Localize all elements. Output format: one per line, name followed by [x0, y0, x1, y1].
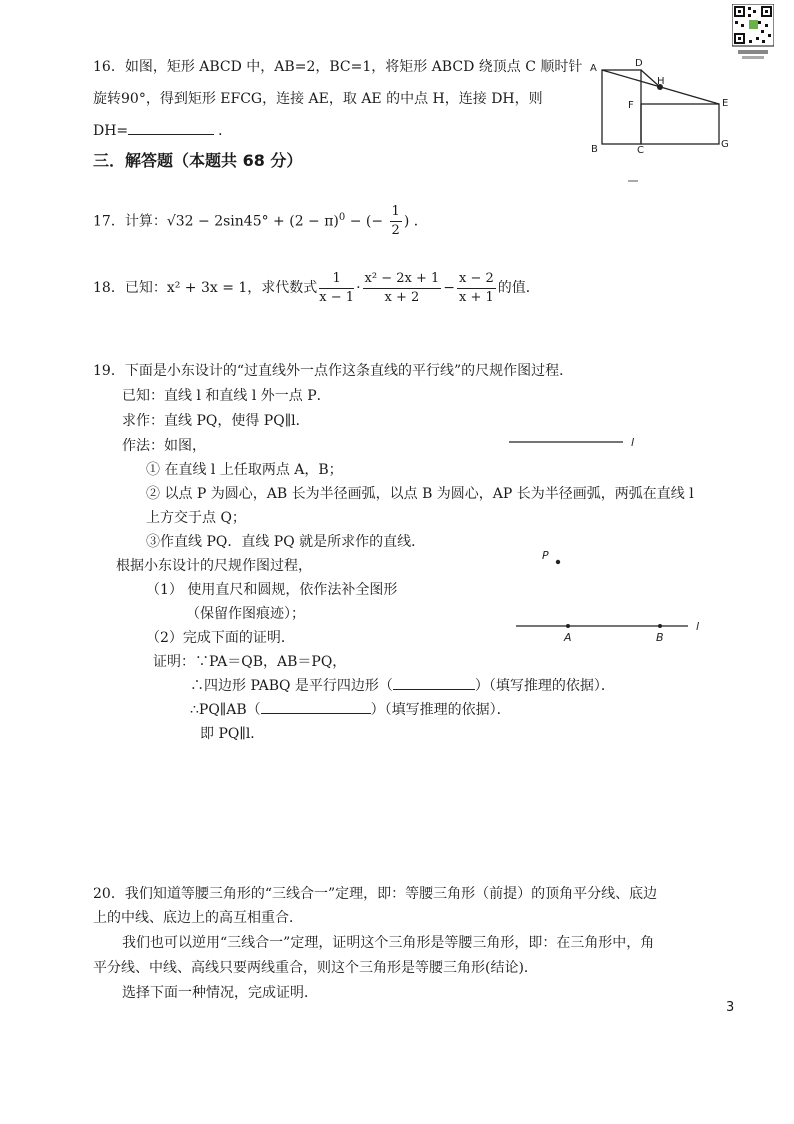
- q18-f1-den: x − 1: [319, 289, 355, 305]
- q18-line: [93, 268, 540, 308]
- label-l-bottom: l: [696, 620, 700, 633]
- q17-suffix: ．: [409, 213, 428, 230]
- q19-step2b: 上方交于点 Q；: [146, 510, 246, 526]
- q19-line1: 19．下面是小东设计的“过直线外一点作这条直线的平行线”的尺规作图过程．: [93, 363, 574, 379]
- q19-proof3: [190, 699, 511, 719]
- page-number: 3: [726, 1000, 735, 1015]
- q20-line3: 我们也可以逆用“三线合一”定理，证明这个三角形是等腰三角形，即：在三角形中，角: [122, 935, 655, 951]
- q19-proof3-blank[interactable]: [261, 713, 371, 714]
- q20-line1: 20．我们知道等腰三角形的“三线合一”定理，即：等腰三角形（前提）的顶角平分线、底边: [93, 886, 658, 902]
- q19-proof1: 证明：∵PA＝QB，AB＝PQ，: [153, 654, 347, 670]
- q19-line3: 求作：直线 PQ，使得 PQ∥l．: [122, 413, 310, 429]
- q18-f1-num: 1: [319, 270, 354, 289]
- q19-proof4: 即 PQ∥l．: [200, 726, 265, 742]
- label-d: D: [635, 58, 643, 69]
- q16-line2: 旋转90°，得到矩形 EFCG，连接 AE，取 AE 的中点 H，连接 DH，则: [93, 91, 543, 107]
- q17-expr-b: − (−: [345, 213, 388, 230]
- label-p: P: [542, 549, 549, 562]
- point-p: [556, 560, 560, 564]
- q18-prefix: 18．已知：x² + 3x = 1，求代数式: [93, 280, 318, 296]
- label-b-19: B: [656, 631, 664, 644]
- q19-construction-figure: [510, 540, 710, 650]
- q19-top-line-figure: [505, 432, 645, 452]
- q19-proof3-suffix: ）（填写推理的依据）．: [370, 702, 511, 718]
- label-l-top: l: [631, 436, 635, 449]
- q19-proof2-suffix: ）（填写推理的依据）．: [474, 678, 615, 694]
- label-f: F: [628, 100, 634, 111]
- q16-answer-suffix: ．: [218, 123, 233, 139]
- label-e: E: [722, 98, 729, 109]
- label-a-19: A: [564, 631, 572, 644]
- q20-line5: 选择下面一种情况，完成证明．: [122, 985, 318, 1001]
- q18-f2-den: x + 2: [384, 289, 420, 305]
- q20-line4: 平分线、中线、高线只要两线重合，则这个三角形是等腰三角形(结论)．: [93, 960, 538, 976]
- q19-sub1a: （1） 使用直尺和圆规，依作法补全图形: [146, 582, 398, 598]
- q19-sub1b: （保留作图痕迹）；: [186, 606, 305, 622]
- q17-line: [93, 198, 428, 242]
- q17-expr-c: ): [403, 213, 410, 230]
- label-c: C: [637, 145, 644, 156]
- q17-expr-a: √32 − 2sin45° + (2 − π): [166, 213, 339, 230]
- q18-dot: ·: [356, 280, 361, 296]
- q19-sub2: （2）完成下面的证明．: [146, 630, 295, 646]
- q16-answer-blank[interactable]: [128, 134, 214, 135]
- point-b: [658, 624, 662, 628]
- label-g: G: [721, 139, 729, 150]
- q17-frac-num: 1: [390, 203, 402, 222]
- rect-abcd: [602, 70, 641, 144]
- q19-step2a: ② 以点 P 为圆心，AB 长为半径画弧，以点 B 为圆心，AP 长为半径画弧，两弧在直线 l: [146, 486, 694, 502]
- q19-proof2-blank[interactable]: [393, 689, 475, 690]
- label-h: H: [657, 76, 665, 87]
- rect-efcg: [641, 104, 719, 144]
- q16-line3: [93, 120, 232, 140]
- q19-line5: 根据小东设计的尺规作图过程，: [116, 558, 312, 574]
- q18-f3-den: x + 1: [458, 289, 494, 305]
- section-3-heading: 三．解答题（本题共 68 分）: [93, 151, 303, 170]
- q18-frac-2: [363, 270, 442, 307]
- qr-code-icon: [732, 4, 774, 62]
- q18-minus: −: [443, 280, 455, 296]
- point-a: [566, 624, 570, 628]
- q18-f2-num: x² − 2x + 1: [363, 270, 442, 289]
- q19-step1: ① 在直线 l 上任取两点 A，B；: [146, 462, 343, 478]
- q18-f3-num: x − 2: [457, 270, 496, 289]
- q17-fraction: [390, 203, 402, 240]
- q17-prefix: 17．计算：: [93, 213, 167, 230]
- q16-answer-prefix: DH=: [93, 123, 129, 139]
- q19-line2: 已知：直线 l 和直线 l 外一点 P．: [122, 388, 331, 404]
- q17-exponent: 0: [338, 212, 346, 223]
- q18-frac-1: [319, 270, 354, 307]
- q18-suffix: 的值．: [497, 280, 540, 296]
- q19-proof2: [190, 675, 615, 695]
- q19-line4: 作法：如图，: [122, 438, 206, 454]
- q19-proof2-prefix: ∴四边形 PABQ 是平行四边形（: [190, 678, 393, 694]
- q19-proof3-prefix: ∴PQ∥AB（: [190, 702, 261, 718]
- q20-line2: 上的中线、底边上的高互相重合．: [93, 910, 303, 926]
- q17-frac-den: 2: [391, 223, 400, 239]
- q18-frac-3: [457, 270, 496, 307]
- q16-line1: 16．如图，矩形 ABCD 中，AB=2，BC=1，将矩形 ABCD 绕顶点 C 顺时针: [93, 59, 583, 75]
- label-b: B: [591, 144, 598, 155]
- label-a: A: [590, 63, 597, 74]
- q16-figure: [588, 54, 738, 184]
- q19-step3: ③作直线 PQ．直线 PQ 就是所求作的直线．: [146, 534, 426, 550]
